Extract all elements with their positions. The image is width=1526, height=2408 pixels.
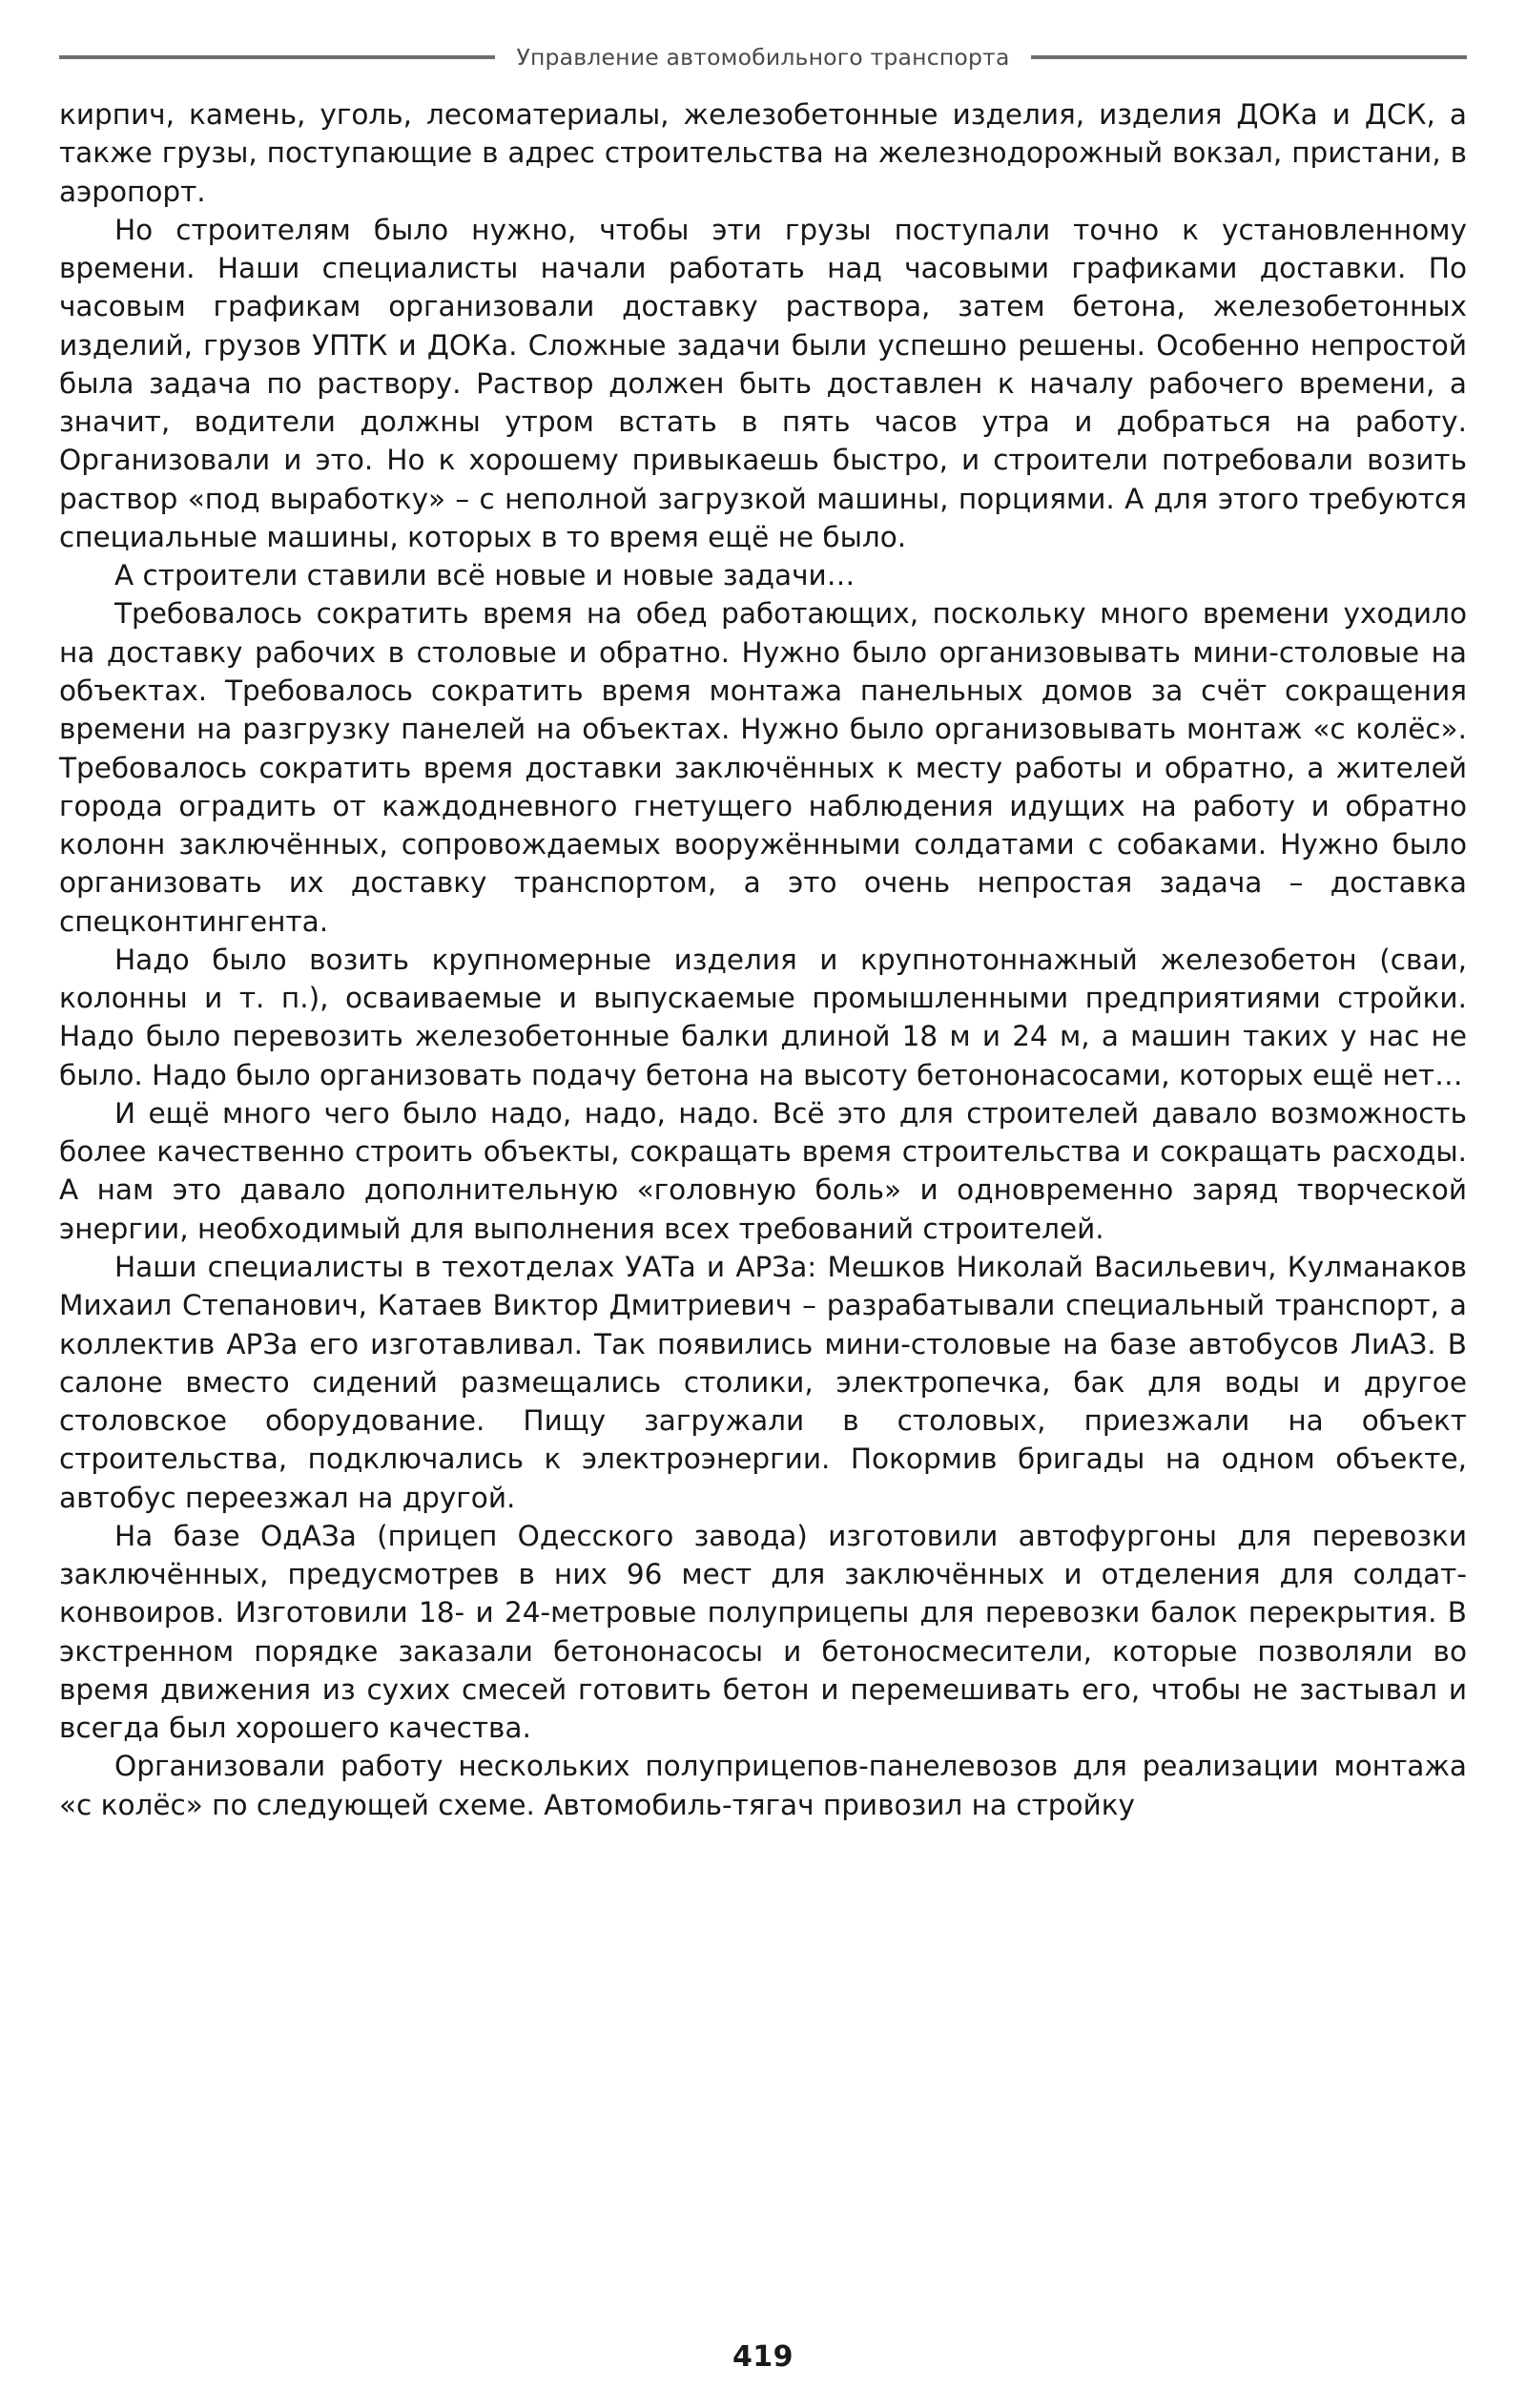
paragraph: На базе ОдАЗа (прицеп Одесского завода) изготовили автофургоны для перевозки заключённых, предусмотрев в них 96 мест для заключённых и отделения для солдат-конвоиров. Изготовили 18- и 24-метровые полуприцепы для перевозки балок перекрытия. В экстренном порядке заказали бетононасосы и бетоносмесители, которые позволяли во время движения из сухих смесей готовить бетон и перемешивать его, чтобы не застывал и всегда был хорошего качества. xyxy=(59,1519,1467,1745)
paragraph: А строители ставили всё новые и новые задачи… xyxy=(114,559,856,592)
running-head-title: Управление автомобильного транспорта xyxy=(516,44,1010,71)
paragraph: кирпич, камень, уголь, лесоматериалы, железобетонные изделия, изделия ДОКа и ДСК, а также грузы, поступающие в адрес строительства на железнодорожный вокзал, пристани, в аэропорт. xyxy=(59,98,1467,208)
paragraph: И ещё много чего было надо, надо, надо. Всё это для строителей давало возможность более качественно строить объекты, сокращать время строительства и сокращать расходы. А нам это давало дополнительную «головную боль» и одновременно заряд творческой энергии, необходимый для выполнения всех требований строителей. xyxy=(59,1096,1467,1245)
page-number: 419 xyxy=(732,2340,794,2374)
paragraph: Надо было возить крупномерные изделия и крупнотоннажный железобетон (сваи, колонны и т. п.), осваиваемые и выпускаемые промышленными предприятиями стройки. Надо было перевозить железобетонные балки длиной 18 м и 24 м, а машин таких у нас не было. Надо было организовать подачу бетона на высоту бетононасосами, которых ещё нет… xyxy=(59,943,1467,1091)
running-head-rule-left xyxy=(59,55,495,59)
running-head xyxy=(50,44,1476,71)
paragraph: Требовалось сократить время на обед работающих, поскольку много времени уходило на доставку рабочих в столовые и обратно. Нужно было организовывать мини-столовые на объектах. Требовалось сократить время монтажа панельных домов за счёт сокращения времени на разгрузку панелей на объектах. Нужно было организовывать монтаж «с колёс». Требовалось сократить время доставки заключённых к месту работы и обратно, а жителей города оградить от каждодневного гнетущего наблюдения идущих на работу и обратно колонн заключённых, сопровождаемых вооружёнными солдатами с собаками. Нужно было организовать их доставку транспортом, а это очень непростая задача – доставка спецконтингента. xyxy=(59,597,1467,938)
running-head-rule-right xyxy=(1031,55,1467,59)
body-text xyxy=(50,95,1476,1824)
paragraph: Наши специалисты в техотделах УАТа и АРЗа: Мешков Николай Васильевич, Кулманаков Михаил Степанович, Катаев Виктор Дмитриевич – разрабатывали специальный транспорт, а коллектив АРЗа его изготавливал. Так появились мини-столовые на базе автобусов ЛиАЗ. В салоне вместо сидений размещались столики, электропечка, бак для воды и другое столовское оборудование. Пищу загружали в столовых, приезжали на объект строительства, подключались к электроэнергии. Покормив бригады на одном объекте, автобус переезжал на другой. xyxy=(59,1250,1467,1514)
paragraph: Организовали работу нескольких полуприцепов-панелевозов для реализации монтажа «с колёс» по следующей схеме. Автомобиль-тягач привозил на стройку xyxy=(59,1750,1467,1821)
paragraph: Но строителям было нужно, чтобы эти грузы поступали точно к установленному времени. Наши специалисты начали работать над часовыми графиками доставки. По часовым графикам организовали доставку раствора, затем бетона, железобетонных изделий, грузов УПТК и ДОКа. Сложные задачи были успешно решены. Особенно непростой была задача по раствору. Раствор должен быть доставлен к началу рабочего времени, а значит, водители должны утром встать в пять часов утра и добраться на работу. Организовали и это. Но к хорошему привыкаешь быстро, и строители потребовали возить раствор «под выработку» – с неполной загрузкой машины, порциями. А для этого требуются специальные машины, которых в то время ещё не было. xyxy=(59,213,1467,553)
